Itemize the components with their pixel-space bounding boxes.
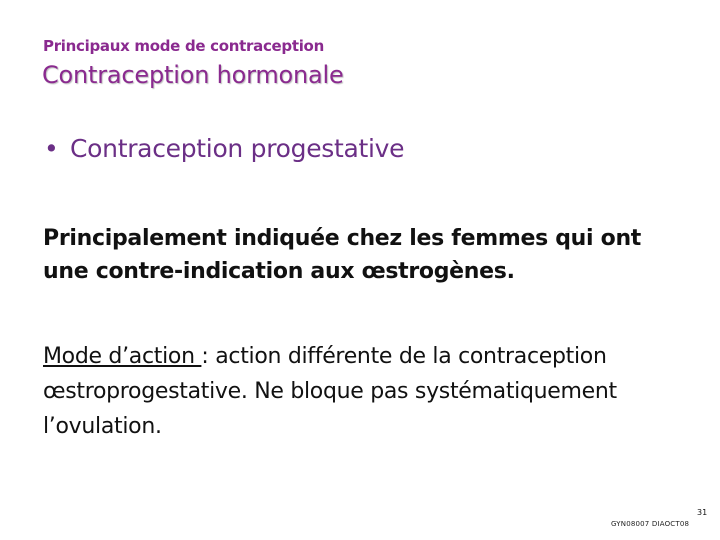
indication-paragraph: Principalement indiquée chez les femmes qui ont une contre-indication aux œstrogènes.: [43, 226, 642, 284]
slide-kicker: Principaux mode de contraception: [43, 37, 324, 55]
mode-action-label: Mode d’action: [43, 344, 202, 369]
bullet-item: [44, 134, 404, 163]
bullet-text: Contraception progestative: [70, 134, 405, 163]
footer-code: GYN08007 DIAOCT08: [611, 520, 690, 528]
slide-title: Contraception hormonale: [42, 61, 344, 89]
page-number: 31: [697, 508, 708, 517]
mode-action-paragraph: [43, 339, 693, 444]
mode-action-text: : action différente de la contraception œstroprogestative. Ne bloque pas systématiquement l’ovulation.: [43, 344, 617, 439]
bullet-dot-icon: •: [44, 134, 59, 163]
